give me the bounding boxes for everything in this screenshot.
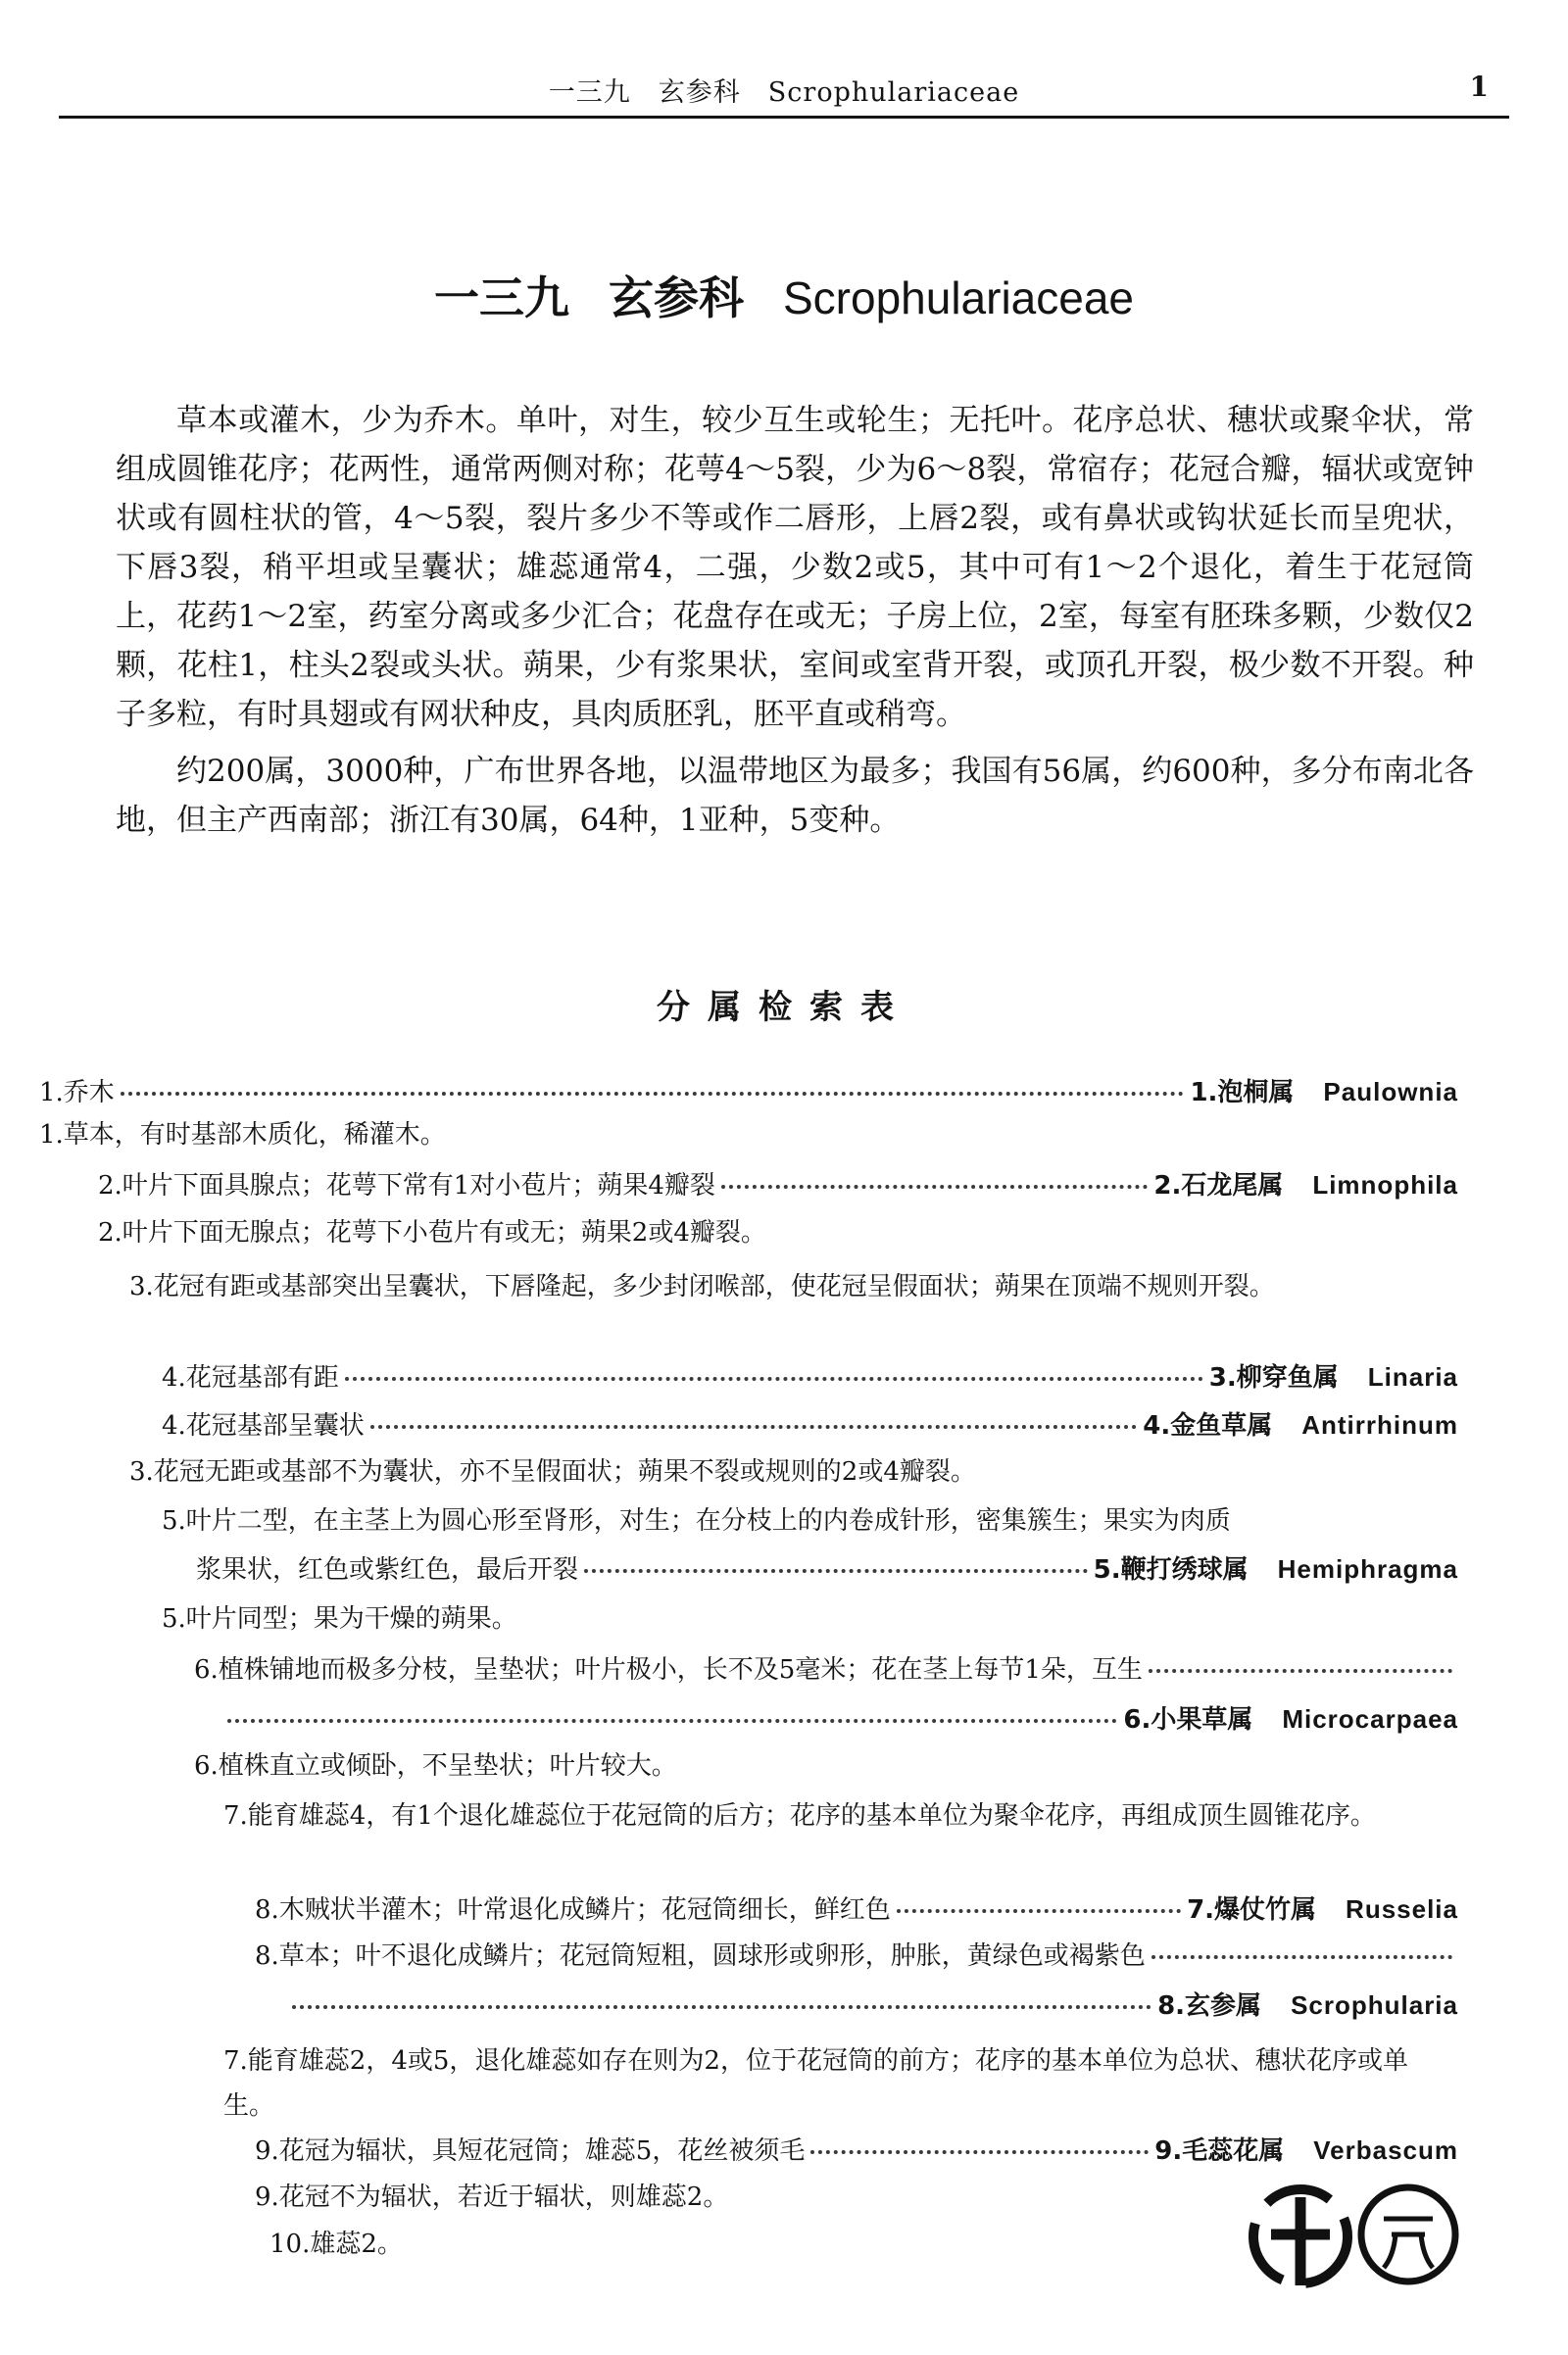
key-entry-text: 1.草本，有时基部木质化，稀灌木。 (39, 1120, 446, 1150)
key-entry (98, 1211, 1458, 1254)
key-result: 6.小果草属 (1123, 1705, 1253, 1735)
running-head-title: 一三九 玄参科 Scrophulariaceae (548, 77, 1020, 108)
key-entry-text: 2.叶片下面具腺点；花萼下常有1对小苞片；蒴果4瓣裂 (98, 1171, 715, 1201)
chapter-name-cn: 玄参科 (608, 271, 744, 324)
leader-dots (721, 1185, 1148, 1189)
leader-dots (1152, 1955, 1452, 1959)
key-entry (255, 2129, 1458, 2172)
key-entry (129, 1450, 1458, 1494)
key-genus: Russelia (1346, 1894, 1458, 1924)
key-entry-text: 1.乔木 (39, 1078, 115, 1107)
leader-dots (584, 1569, 1088, 1573)
key-genus: Linaria (1367, 1362, 1458, 1392)
library-stamp-mark (1247, 2178, 1472, 2305)
key-entry (196, 1547, 1458, 1591)
key-entry (223, 1793, 1458, 1839)
family-description (116, 396, 1474, 845)
key-result: 5.鞭打绣球属 (1093, 1555, 1249, 1585)
key-result: 9.毛蕊花属 (1154, 2136, 1285, 2166)
key-result: 4.金鱼草属 (1143, 1411, 1273, 1441)
key-entry-text: 2.叶片下面无腺点；花萼下小苞片有或无；蒴果2或4瓣裂。 (98, 1218, 766, 1248)
header-rule (59, 116, 1509, 119)
key-genus: Verbascum (1313, 2135, 1458, 2165)
key-entry (255, 2176, 728, 2219)
leader-dots (370, 1425, 1137, 1429)
key-entry (223, 2038, 1458, 2129)
key-entry (129, 1264, 1458, 1309)
key-genus: Hemiphragma (1277, 1554, 1458, 1584)
key-entry-text: 浆果状，红色或紫红色，最后开裂 (196, 1555, 579, 1585)
stamp-glyph-left (1271, 2197, 1330, 2285)
chapter-number: 一三九 (433, 271, 569, 324)
key-entry-text: 9.花冠不为辐状，若近于辐状，则雄蕊2。 (255, 2183, 729, 2212)
description-paragraph: 草本或灌木，少为乔木。单叶，对生，较少互生或轮生；无托叶。花序总状、穗状或聚伞状，常组成圆锥花序；花两性，通常两侧对称；花萼4～5裂，少为6～8裂，常宿存；花冠合瓣，辐状或宽钟状或有圆柱状的管，4～5裂，裂片多少不等或作二唇形，上唇2裂，或有鼻状或钩状延长而呈兜状，下唇3裂，稍平坦或呈囊状；雄蕊通常4，二强，少数2或5，其中可有1～2个退化，着生于花冠筒上，花药1～2室，药室分离或多少汇合；花盘存在或无；子房上位，2室，每室有胚珠多颗，少数仅2颗，花柱1，柱头2裂或头状。蒴果，少有浆果状，室间或室背开裂，或顶孔开裂，极少数不开裂。种子多粒，有时具翅或有网状种皮，具肉质胚乳，胚平直或稍弯。 (116, 403, 1474, 732)
key-entry (255, 1888, 1458, 1931)
key-entry (162, 1403, 1458, 1447)
key-entry (162, 1597, 1458, 1641)
key-entry-text: 6.植株直立或倾卧，不呈垫状；叶片较大。 (194, 1751, 677, 1781)
key-genus: Limnophila (1312, 1170, 1458, 1200)
leader-dots (121, 1092, 1185, 1096)
key-entry-text: 4.花冠基部有距 (162, 1363, 339, 1393)
leader-dots (1149, 1669, 1452, 1673)
key-entry (270, 2223, 403, 2266)
key-entry-text: 5.叶片二型，在主茎上为圆心形至肾形，对生；在分枝上的内卷成针形，密集簇生；果实为肉质 (162, 1506, 1231, 1536)
key-entry (221, 1697, 1458, 1741)
chapter-title (0, 263, 1568, 327)
key-entry-text: 8.草本；叶不退化成鳞片；花冠筒短粗，圆球形或卵形，肿胀，黄绿色或褐紫色 (255, 1941, 1146, 1971)
chapter-name-latin: Scrophulariaceae (782, 272, 1134, 323)
key-genus: Microcarpaea (1282, 1704, 1458, 1734)
key-entry-text: 9.花冠为辐状，具短花冠筒；雄蕊5，花丝被须毛 (255, 2136, 806, 2166)
key-entry-text: 4.花冠基部呈囊状 (162, 1411, 365, 1441)
key-entry-text: 3.花冠有距或基部突出呈囊状，下唇隆起，多少封闭喉部，使花冠呈假面状；蒴果在顶端不规则开裂。 (129, 1272, 1275, 1301)
key-entry-text: 10.雄蕊2。 (270, 2230, 403, 2259)
key-entry (255, 1935, 1458, 1978)
page-number: 1 (1469, 71, 1490, 103)
description-paragraph: 约200属，3000种，广布世界各地，以温带地区为最多；我国有56属，约600种，多分布南北各地，但主产西南部；浙江有30属，64种，1亚种，5变种。 (116, 754, 1474, 838)
key-entry-text: 3.花冠无距或基部不为囊状，亦不呈假面状；蒴果不裂或规则的2或4瓣裂。 (129, 1457, 976, 1487)
running-head (59, 61, 1509, 120)
key-entry-text: 7.能育雄蕊2，4或5，退化雄蕊如存在则为2，位于花冠筒的前方；花序的基本单位为总状、穗状花序或单生。 (223, 2046, 1408, 2121)
key-genus: Scrophularia (1291, 1990, 1458, 2020)
key-entry (194, 1744, 1458, 1788)
key-result: 3.柳穿鱼属 (1208, 1363, 1339, 1393)
key-heading: 分属检索表 (657, 988, 911, 1027)
key-result: 2.石龙尾属 (1153, 1171, 1284, 1201)
key-result: 7.爆仗竹属 (1187, 1895, 1317, 1925)
key-genus: Paulownia (1323, 1077, 1458, 1106)
key-entry (194, 1648, 1458, 1692)
key-entry (286, 1984, 1458, 2027)
leader-dots (897, 1909, 1181, 1913)
key-result: 8.玄参属 (1157, 1991, 1262, 2021)
key-entry-text: 8.木贼状半灌木；叶常退化成鳞片；花冠筒细长，鲜红色 (255, 1895, 891, 1925)
key-entry (39, 1113, 1458, 1156)
leader-dots (292, 2005, 1152, 2009)
leader-dots (345, 1377, 1203, 1381)
leader-dots (810, 2150, 1149, 2154)
key-entry (162, 1355, 1458, 1398)
key-entry (162, 1499, 1458, 1543)
key-entry (39, 1070, 1458, 1113)
key-result: 1.泡桐属 (1190, 1078, 1295, 1107)
stamp-glyph-right (1384, 2219, 1433, 2268)
key-genus: Antirrhinum (1301, 1410, 1458, 1440)
leader-dots (227, 1719, 1117, 1723)
key-entry (98, 1163, 1458, 1206)
key-entry-text: 7.能育雄蕊4，有1个退化雄蕊位于花冠筒的后方；花序的基本单位为聚伞花序，再组成顶生圆锥花序。 (223, 1801, 1376, 1831)
key-entry-text: 6.植株铺地而极多分枝，呈垫状；叶片极小，长不及5毫米；花在茎上每节1朵，互生 (194, 1655, 1143, 1685)
key-entry-text: 5.叶片同型；果为干燥的蒴果。 (162, 1604, 517, 1634)
